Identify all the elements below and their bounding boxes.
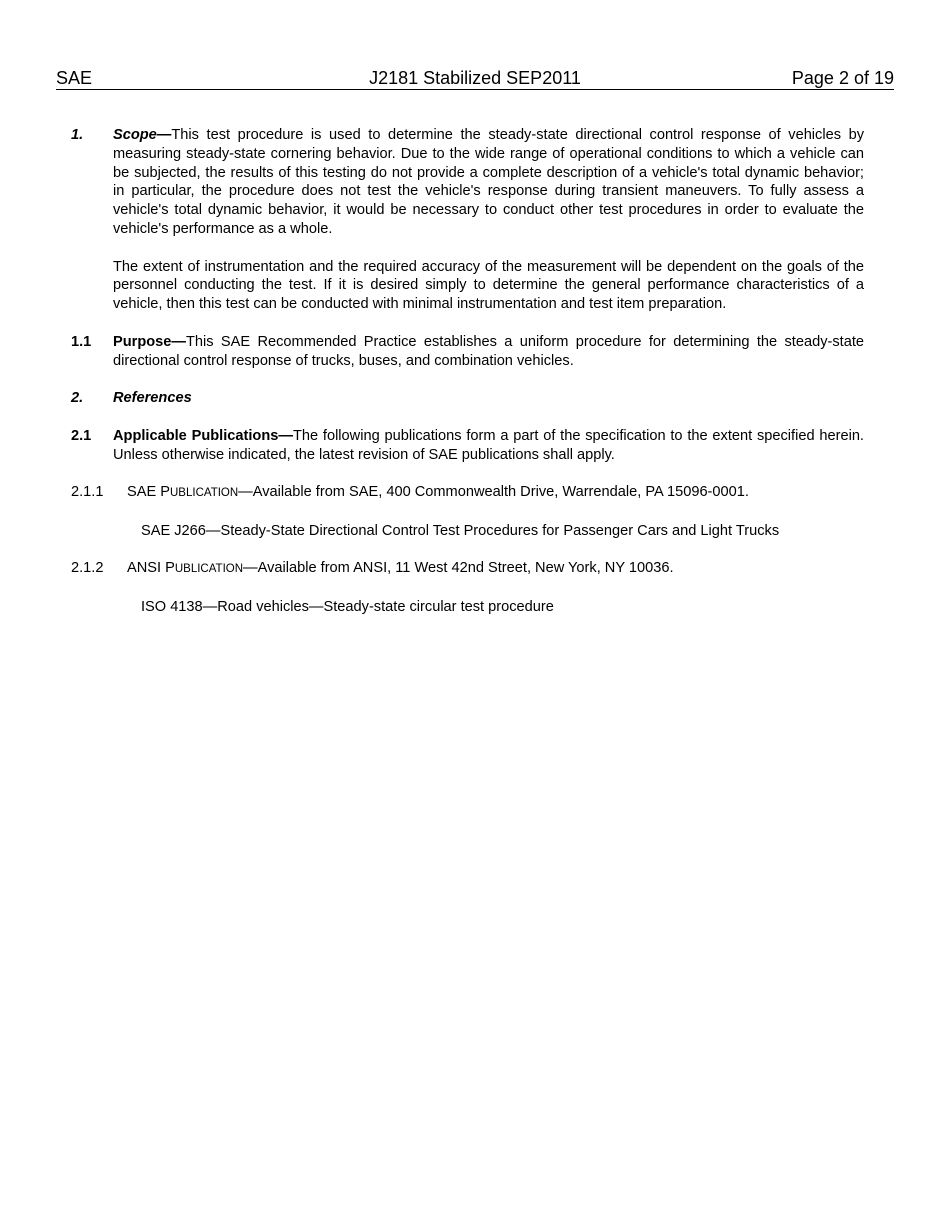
section-title: Purpose— [113, 333, 186, 350]
section-scope [70, 126, 864, 239]
section-number: 2.1.1 [71, 484, 104, 501]
section-text: —Available from SAE, 400 Commonwealth Drive, Warrendale, PA 15096-0001. [238, 484, 749, 501]
section-text: This test procedure is used to determine the steady-state directional control response of vehicles by measuring steady-state cornering behavior. Due to the wide range of operational conditions to which a vehicle can be subjected, the results of this testing do not provide a complete description of a vehicle's total dynamic behavior; in particular, the procedure does not test the vehicle's response during transient maneuvers. To fully assess a vehicle's total dynamic behavior, it would be necessary to conduct other test procedures in order to evaluate the vehicle's performance as a whole. [113, 127, 864, 237]
section-number: 2.1.2 [71, 560, 104, 577]
publication-label: SAE PUBLICATION [127, 484, 239, 501]
section-text: The following publications form a part of the specification to the extent specified herein. Unless otherwise indicated, the latest revision of SAE publications shall apply. [113, 427, 864, 463]
section-title: Applicable Publications— [113, 427, 293, 444]
section-references [70, 389, 864, 408]
section-sae-publication [70, 483, 864, 503]
section-purpose [70, 333, 864, 371]
header-doc-id: J2181 Stabilized SEP2011 [369, 68, 581, 88]
publication-label: ANSI PUBLICATION [127, 560, 244, 577]
header-org: SAE [56, 68, 93, 88]
section-scope-paragraph-2 [70, 258, 864, 314]
reference-sae-j266: SAE J266—Steady-State Directional Control Test Procedures for Passenger Cars and Light Trucks [141, 522, 780, 539]
section-number: 1.1 [71, 333, 92, 350]
reference-iso-4138: ISO 4138—Road vehicles—Steady-state circular test procedure [141, 598, 554, 615]
section-number: 2.1 [71, 427, 92, 444]
section-number: 2. [71, 390, 84, 407]
section-text: —Available from ANSI, 11 West 42nd Street, New York, NY 10036. [243, 560, 674, 577]
section-text: This SAE Recommended Practice establishes a uniform procedure for determining the steady-state directional control response of trucks, buses, and combination vehicles. [113, 333, 864, 369]
header-page-number: Page 2 of 19 [791, 68, 894, 88]
section-text: The extent of instrumentation and the required accuracy of the measurement will be dependent on the goals of the personnel conducting the test. If it is desired simply to determine the general performance characteristics of a vehicle, then this test can be conducted with minimal instrumentation and test item preparation. [113, 258, 864, 313]
section-ansi-publication [70, 559, 864, 579]
document-body [70, 126, 864, 617]
page-header [56, 67, 894, 90]
section-title: References [113, 390, 192, 407]
section-title: Scope— [113, 127, 172, 143]
section-applicable-publications [70, 427, 864, 465]
section-number: 1. [71, 127, 84, 143]
